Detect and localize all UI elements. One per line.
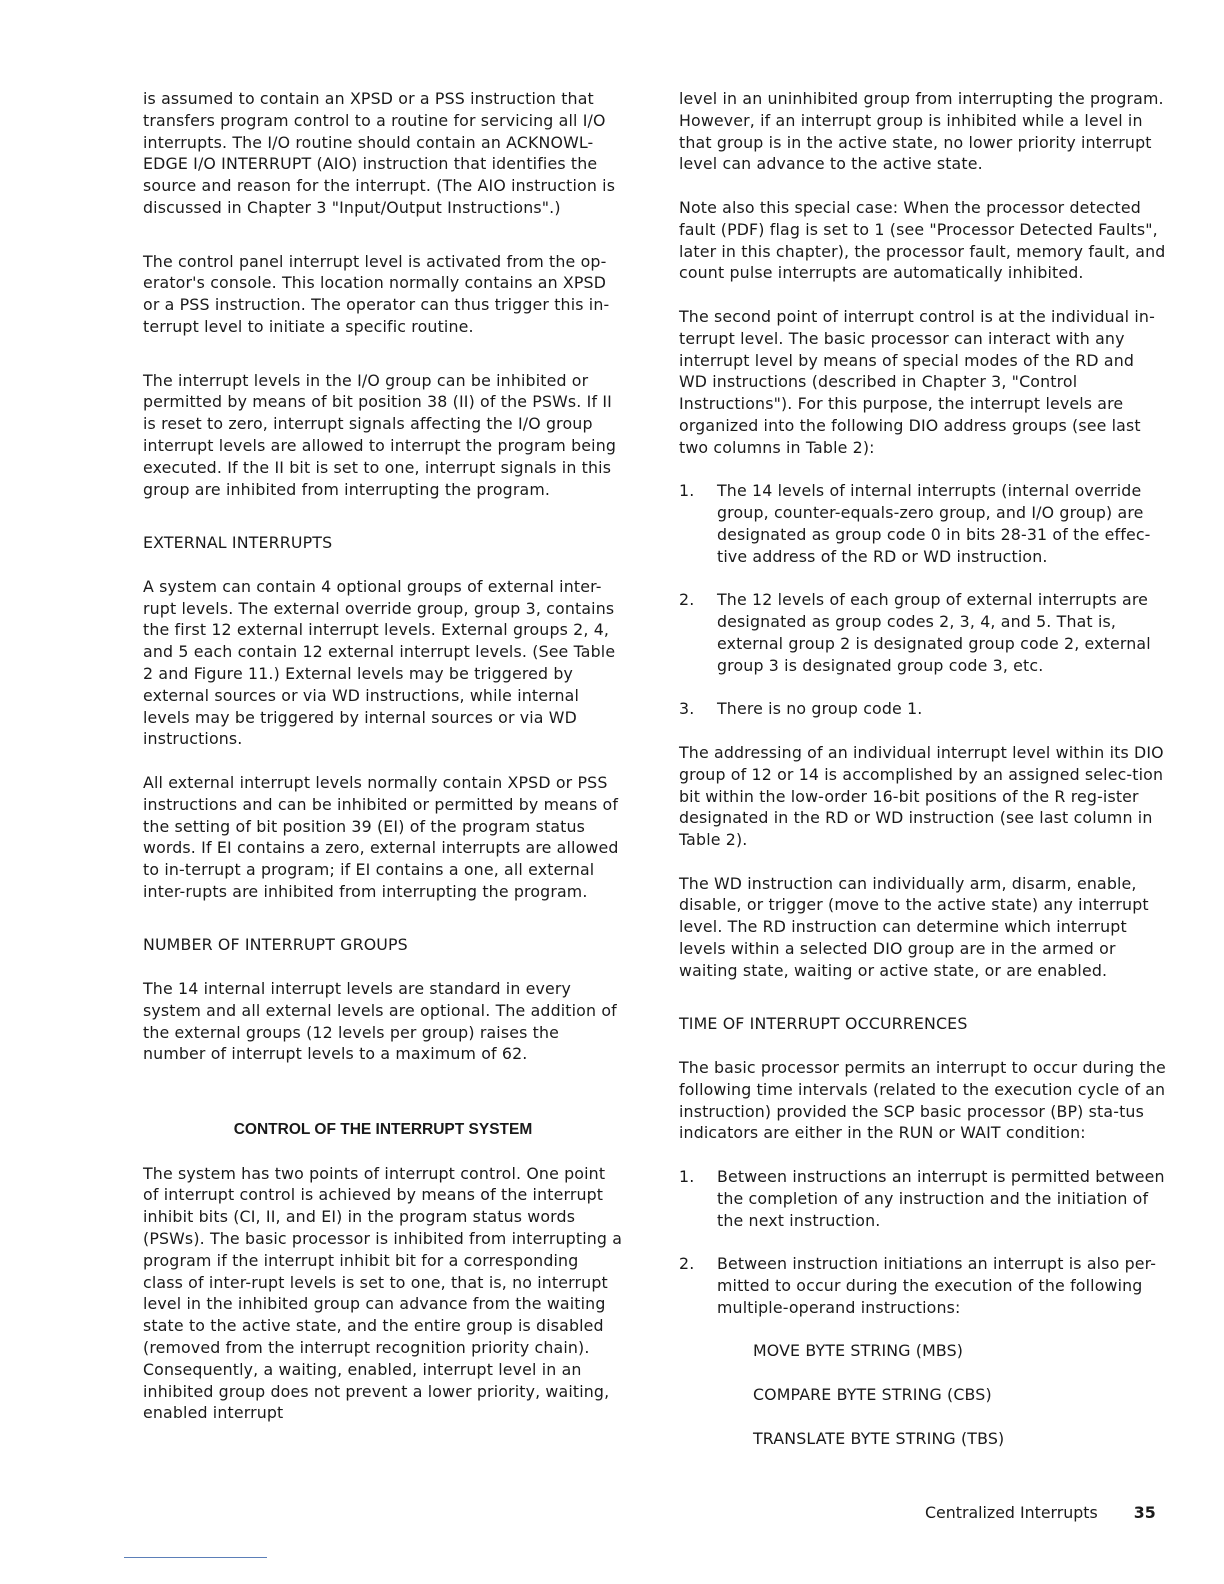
list-number: 1. bbox=[679, 481, 695, 501]
paragraph: The addressing of an individual interrupt level within its DIO group of 12 or 14 is accomplished by an assigned selec-tion bit within the low-order 16-bit positions of the R reg-ister designated in the RD or WD instruction (see last column in Table 2). bbox=[679, 742, 1164, 850]
section-heading: NUMBER OF INTERRUPT GROUPS bbox=[143, 935, 408, 955]
paragraph: All external interrupt levels normally contain XPSD or PSS instructions and can be inhibited or permitted by means of the setting of bit position 39 (EI) of the program status words. If EI contains a zero, external interrupts are allowed to in-terrupt a program; if EI contains a one, all external inter-rupts are inhibited from interrupting the program. bbox=[143, 772, 619, 901]
list-item bbox=[679, 698, 1167, 720]
footer-section-title: Centralized Interrupts bbox=[925, 1503, 1098, 1522]
group-code-list bbox=[679, 480, 1167, 720]
instruction-name: COMPARE BYTE STRING (CBS) bbox=[753, 1385, 992, 1405]
paragraph: The 14 internal interrupt levels are standard in every system and all external levels are optional. The addition of the external groups (12 levels per group) raises the number of interrupt levels to a maximum of 62. bbox=[143, 979, 617, 1064]
list-text: Between instruction initiations an interrupt is also per-mitted to occur during the execution of the following multiple-operand instructions: bbox=[717, 1254, 1157, 1317]
paragraph: The second point of interrupt control is at the individual in-terrupt level. The basic processor can interact with any interrupt level by means of special modes of the RD and WD instructions (described in Chapter 3, "Control Instructions"). For this purpose, the interrupt levels are organized into the following DIO address groups (see last two columns in Table 2): bbox=[679, 306, 1155, 457]
paragraph: The system has two points of interrupt control. One point of interrupt control is achieved by means of the interrupt inhibit bits (CI, II, and EI) in the program status words (PSWs). The basic processor is inhibited from interrupting a program if the interrupt inhibit bit for a corresponding class of inter-rupt levels is set to one, that is, no interrupt level in the inhibited group can advance from the waiting state to the active state, and the entire group is disabled (removed from the interrupt recognition priority chain). Consequently, a waiting, enabled, interrupt level in an inhibited group does not prevent a lower priority, waiting, enabled interrupt bbox=[143, 1163, 623, 1423]
paragraph: Note also this special case: When the processor detected fault (PDF) flag is set to 1 (see "Processor Detected Faults", later in this chapter), the processor fault, memory fault, and count pulse interrupts are automatically inhibited. bbox=[679, 197, 1166, 283]
paragraph: The basic processor permits an interrupt to occur during the following time intervals (related to the execution cycle of an instruction) provided the SCP basic processor (BP) sta-tus indicators are either in the RUN or WAIT condition: bbox=[679, 1058, 1166, 1143]
section-heading: EXTERNAL INTERRUPTS bbox=[143, 533, 333, 553]
paragraph: is assumed to contain an XPSD or a PSS instruction that transfers program control to a routine for servicing all I/O interrupts. The I/O routine should contain an ACKNOWL-EDGE I/O INTERRUPT (AIO) instruction that identifies the source and reason for the interrupt. (The AIO instruction is discussed in Chapter 3 "Input/Output Instructions".) bbox=[143, 89, 616, 217]
footer-rule bbox=[124, 1557, 267, 1558]
interrupt-time-list bbox=[679, 1166, 1167, 1319]
paragraph: A system can contain 4 optional groups of external inter-rupt levels. The external override group, group 3, contains the first 12 external interrupt levels. External groups 2, 4, and 5 each contain 12 external interrupt levels. (See Table 2 and Figure 11.) External levels may be triggered by external sources or via WD instructions, while internal levels may be triggered by internal sources or via WD instructions. bbox=[143, 576, 616, 749]
left-column bbox=[143, 88, 623, 1446]
paragraph: The control panel interrupt level is activated from the op-erator's console. This location normally contains an XPSD or a PSS instruction. The operator can thus trigger this in-terrupt level to initiate a specific routine. bbox=[143, 251, 610, 336]
instruction-name: MOVE BYTE STRING (MBS) bbox=[753, 1341, 964, 1361]
list-number: 2. bbox=[679, 1254, 695, 1274]
list-text: Between instructions an interrupt is permitted between the completion of any instruction and the initiation of the next instruction. bbox=[717, 1167, 1165, 1230]
list-item bbox=[679, 480, 1167, 567]
list-number: 1. bbox=[679, 1167, 695, 1187]
list-number: 3. bbox=[679, 699, 695, 719]
page-number: 35 bbox=[1133, 1503, 1156, 1522]
page-footer bbox=[925, 1503, 1156, 1522]
paragraph: The interrupt levels in the I/O group can be inhibited or permitted by means of bit position 38 (II) of the PSWs. If II is reset to zero, interrupt signals affecting the I/O group interrupt levels are allowed to interrupt the program being executed. If the II bit is set to one, interrupt signals in this group are inhibited from interrupting the program. bbox=[143, 370, 617, 499]
instruction-name: TRANSLATE BYTE STRING (TBS) bbox=[753, 1428, 1005, 1448]
right-column bbox=[679, 88, 1167, 1471]
list-text: The 14 levels of internal interrupts (internal override group, counter-equals-zero group, and I/O group) are designated as group code 0 in bits 28-31 of the effec-tive address of the RD or WD instruction. bbox=[717, 481, 1151, 566]
section-heading: TIME OF INTERRUPT OCCURRENCES bbox=[679, 1014, 968, 1034]
section-heading-bold: CONTROL OF THE INTERRUPT SYSTEM bbox=[233, 1121, 533, 1139]
list-text: There is no group code 1. bbox=[717, 699, 923, 719]
list-item bbox=[679, 1253, 1167, 1318]
list-item bbox=[679, 589, 1167, 676]
list-item bbox=[679, 1166, 1167, 1231]
list-text: The 12 levels of each group of external interrupts are designated as group codes 2, 3, 4, and 5. That is, external group 2 is designated group code 2, external group 3 is designated group code 3, etc. bbox=[717, 590, 1151, 675]
paragraph: level in an uninhibited group from interrupting the program. However, if an interrupt group is inhibited while a level in that group is in the active state, no lower priority interrupt level can advance to the active state. bbox=[679, 89, 1164, 174]
list-number: 2. bbox=[679, 590, 695, 610]
paragraph: The WD instruction can individually arm, disarm, enable, disable, or trigger (move to the active state) any interrupt level. The RD instruction can determine which interrupt levels within a selected DIO group are in the armed or waiting state, waiting or active state, or are enabled. bbox=[679, 873, 1149, 980]
